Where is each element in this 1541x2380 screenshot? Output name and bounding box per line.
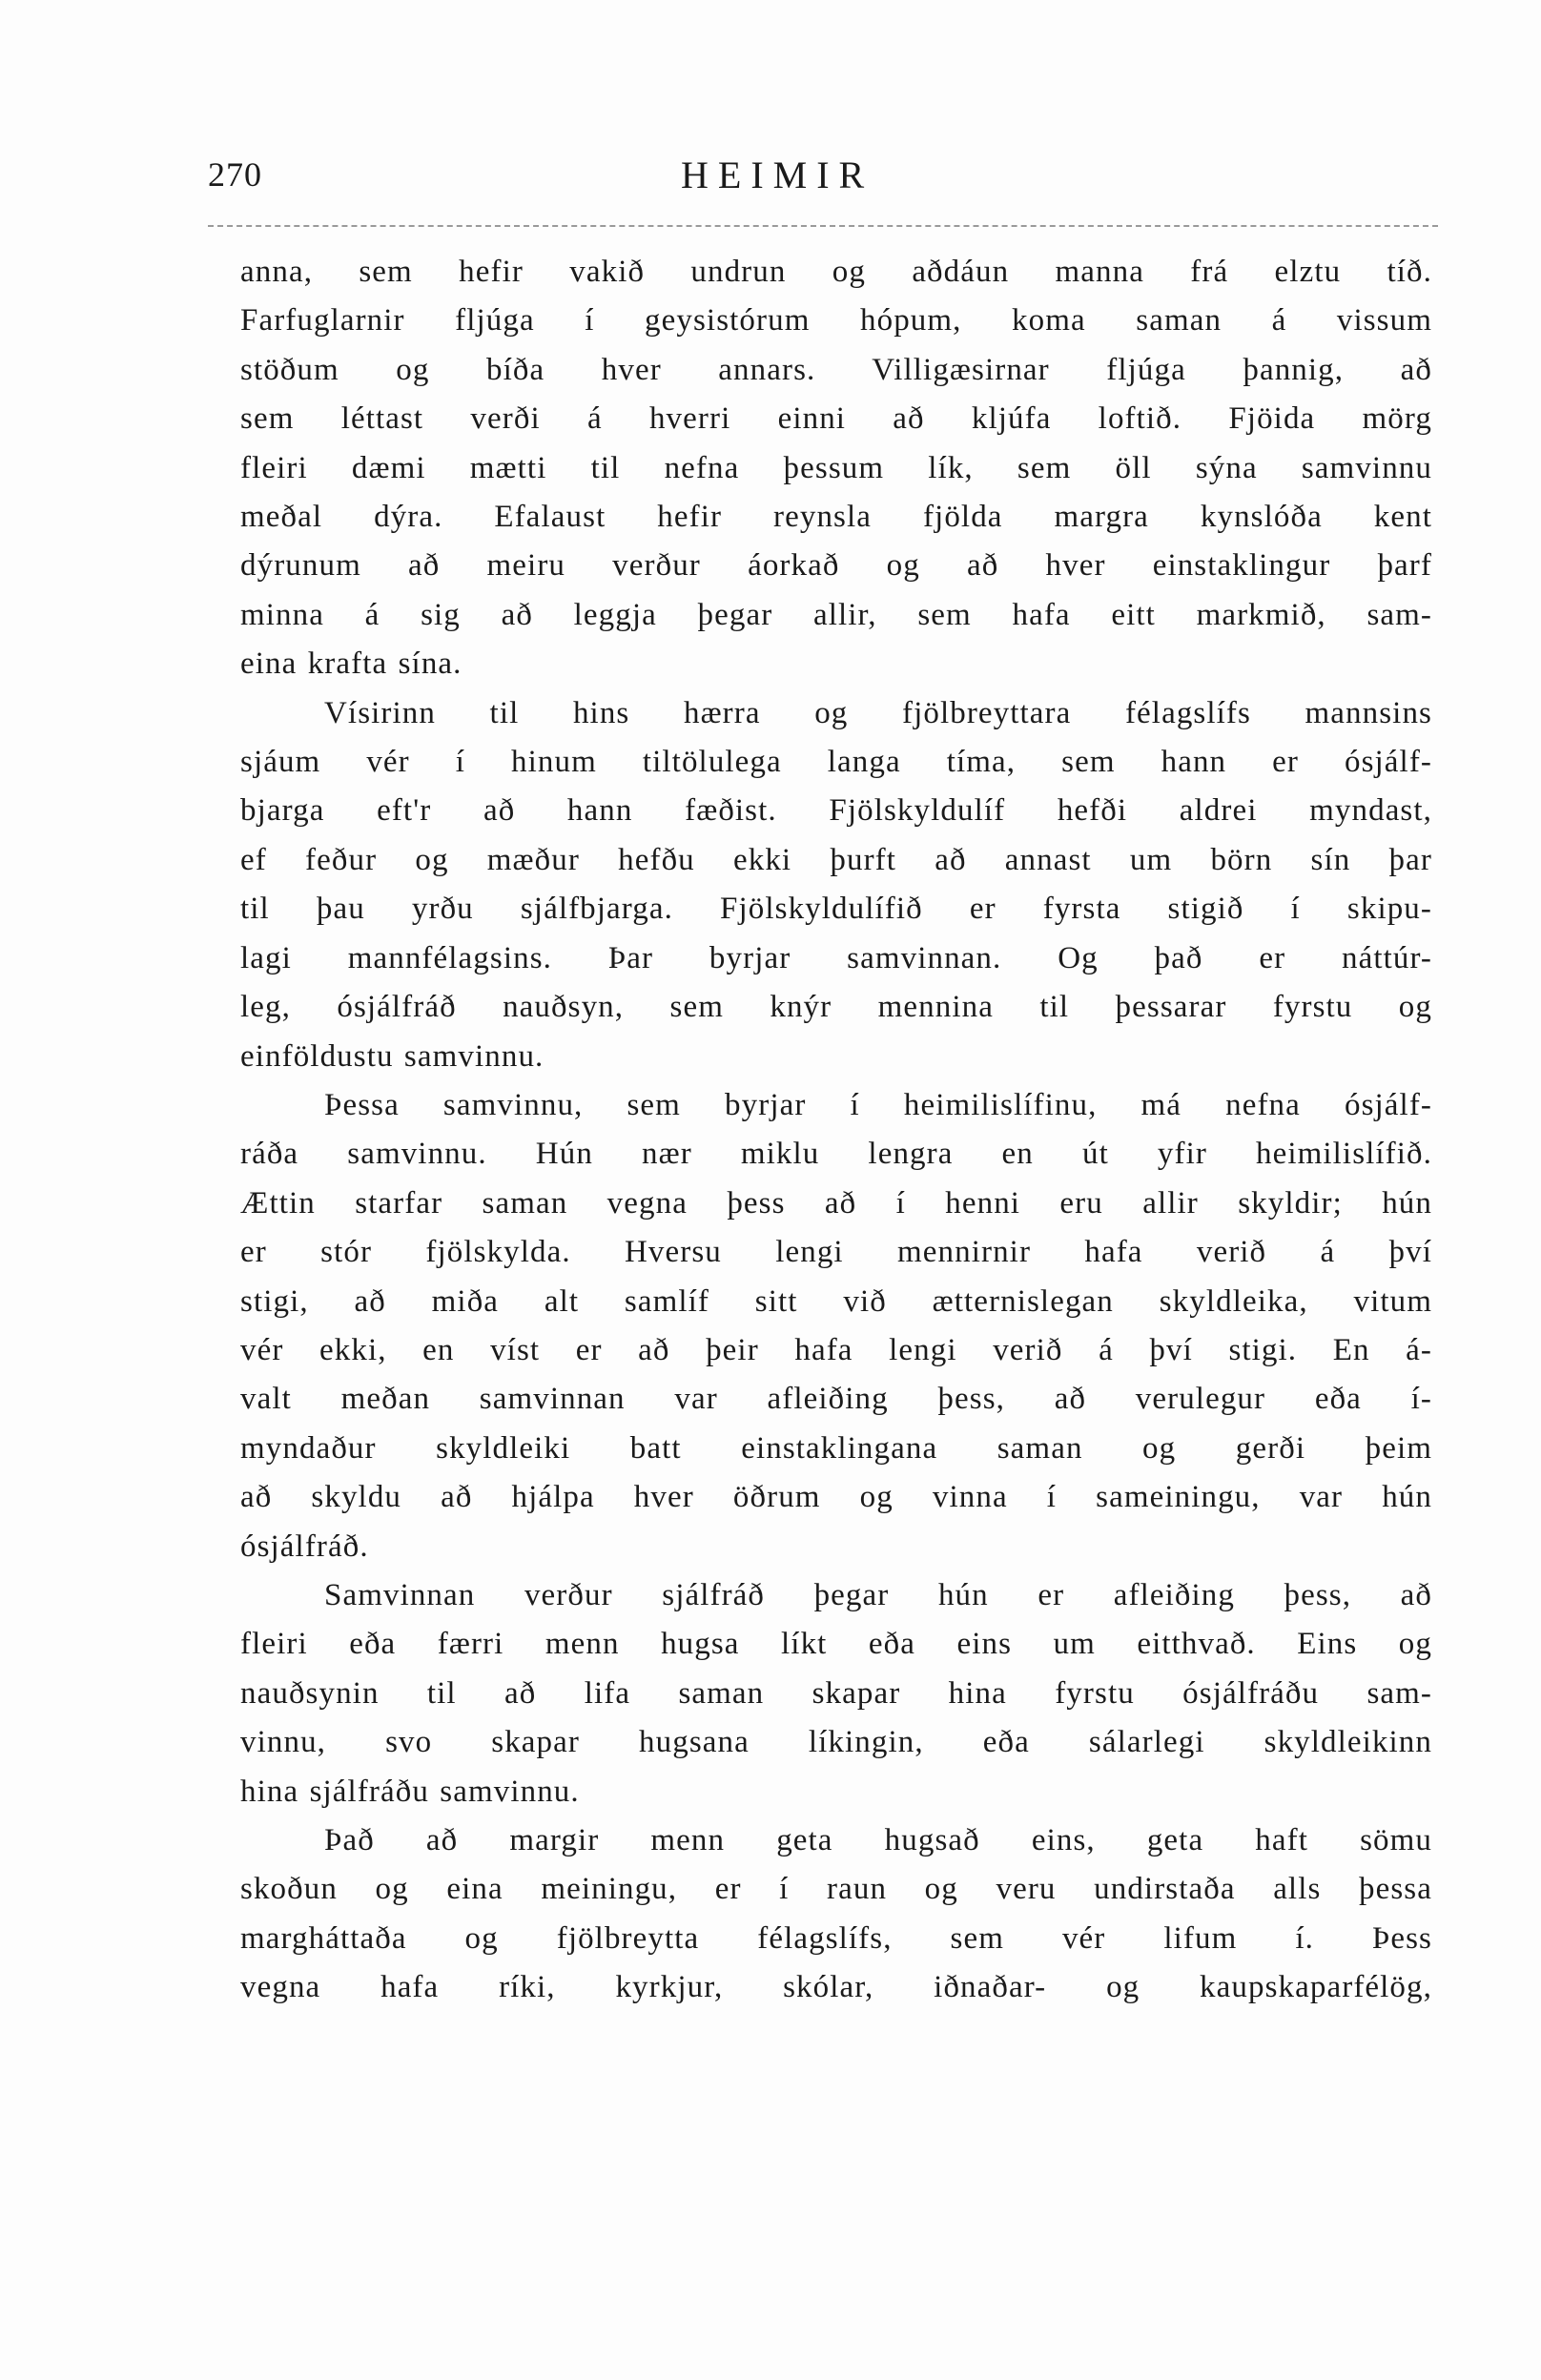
text-line: Ættin starfar saman vegna þess að í henni eru allir skyldir; hún <box>240 1185 1432 1221</box>
running-title: HEIMIR <box>681 154 874 196</box>
text-line: ef feður og mæður hefðu ekki þurft að annast um börn sín þar <box>240 842 1432 877</box>
text-line: Vísirinn til hins hærra og fjölbreyttara félagslífs mannsins <box>324 695 1432 730</box>
text-line: sem léttast verði á hverri einni að kljúfa loftið. Fjöida mörg <box>240 401 1432 437</box>
text-line: valt meðan samvinnan var afleiðing þess, að verulegur eða í- <box>240 1382 1432 1417</box>
header-rule <box>208 225 1438 227</box>
text-line: Samvinnan verður sjálfráð þegar hún er afleiðing þess, að <box>324 1577 1432 1612</box>
text-line: vinnu, svo skapar hugsana líkingin, eða sálarlegi skyldleikinn <box>240 1725 1432 1760</box>
text-line: skoðun og eina meiningu, er í raun og veru undirstaða alls þessa <box>240 1872 1432 1907</box>
text-line: einföldustu samvinnu. <box>240 1038 544 1074</box>
text-line: Það að margir menn geta hugsað eins, geta haft sömu <box>324 1823 1432 1857</box>
text-line: til þau yrðu sjálfbjarga. Fjölskyldulífið er fyrsta stigið í skipu- <box>240 892 1432 927</box>
text-line: hina sjálfráðu samvinnu. <box>240 1774 580 1809</box>
text-line: eina krafta sína. <box>240 646 462 682</box>
text-line: fleiri dæmi mætti til nefna þessum lík, sem öll sýna samvinnu <box>240 450 1432 485</box>
text-line: minna á sig að leggja þegar allir, sem hafa eitt markmið, sam- <box>240 597 1432 632</box>
text-line: ósjálfráð. <box>240 1529 369 1564</box>
text-line: stöðum og bíða hver annars. Villigæsirnar fljúga þannig, að <box>240 352 1432 387</box>
text-line: að skyldu að hjálpa hver öðrum og vinna í sameiningu, var hún <box>240 1480 1432 1515</box>
text-line: lagi mannfélagsins. Þar byrjar samvinnan. Og það er náttúr- <box>240 940 1432 975</box>
text-line: leg, ósjálfráð nauðsyn, sem knýr mennina til þessarar fyrstu og <box>240 990 1432 1025</box>
text-line: dýrunum að meiru verður áorkað og að hver einstaklingur þarf <box>240 548 1432 584</box>
text-line: margháttaða og fjölbreytta félagslífs, sem vér lifum í. Þess <box>240 1920 1432 1956</box>
page-header <box>208 143 1438 219</box>
text-line: ráða samvinnu. Hún nær miklu lengra en út yfir heimilislífið. <box>240 1137 1432 1172</box>
text-line: nauðsynin til að lifa saman skapar hina fyrstu ósjálfráðu sam- <box>240 1675 1432 1711</box>
text-line: stigi, að miða alt samlíf sitt við ætternislegan skyldleika, vitum <box>240 1283 1432 1319</box>
text-line: bjarga eft'r að hann fæðist. Fjölskyldulíf hefði aldrei myndast, <box>240 793 1432 829</box>
text-line: myndaður skyldleiki batt einstaklingana saman og gerði þeim <box>240 1430 1432 1466</box>
text-line: vegna hafa ríki, kyrkjur, skólar, iðnaðar- og kaupskaparfélög, <box>240 1970 1432 2005</box>
text-line: Farfuglarnir fljúga í geysistórum hópum, koma saman á vissum <box>240 303 1432 339</box>
text-line: er stór fjölskylda. Hversu lengi mennirnir hafa verið á því <box>240 1235 1432 1270</box>
text-line: meðal dýra. Efalaust hefir reynsla fjölda margra kynslóða kent <box>240 500 1432 535</box>
text-line: fleiri eða færri menn hugsa líkt eða eins um eitthvað. Eins og <box>240 1627 1432 1662</box>
text-line: Þessa samvinnu, sem byrjar í heimilislífinu, má nefna ósjálf- <box>324 1087 1432 1122</box>
body-text <box>240 248 1432 2013</box>
text-line: sjáum vér í hinum tiltölulega langa tíma, sem hann er ósjálf- <box>240 745 1432 780</box>
text-line: vér ekki, en víst er að þeir hafa lengi verið á því stigi. En á- <box>240 1332 1432 1367</box>
page-number: 270 <box>208 155 262 194</box>
text-line: anna, sem hefir vakið undrun og aðdáun manna frá elztu tíð. <box>240 255 1432 289</box>
